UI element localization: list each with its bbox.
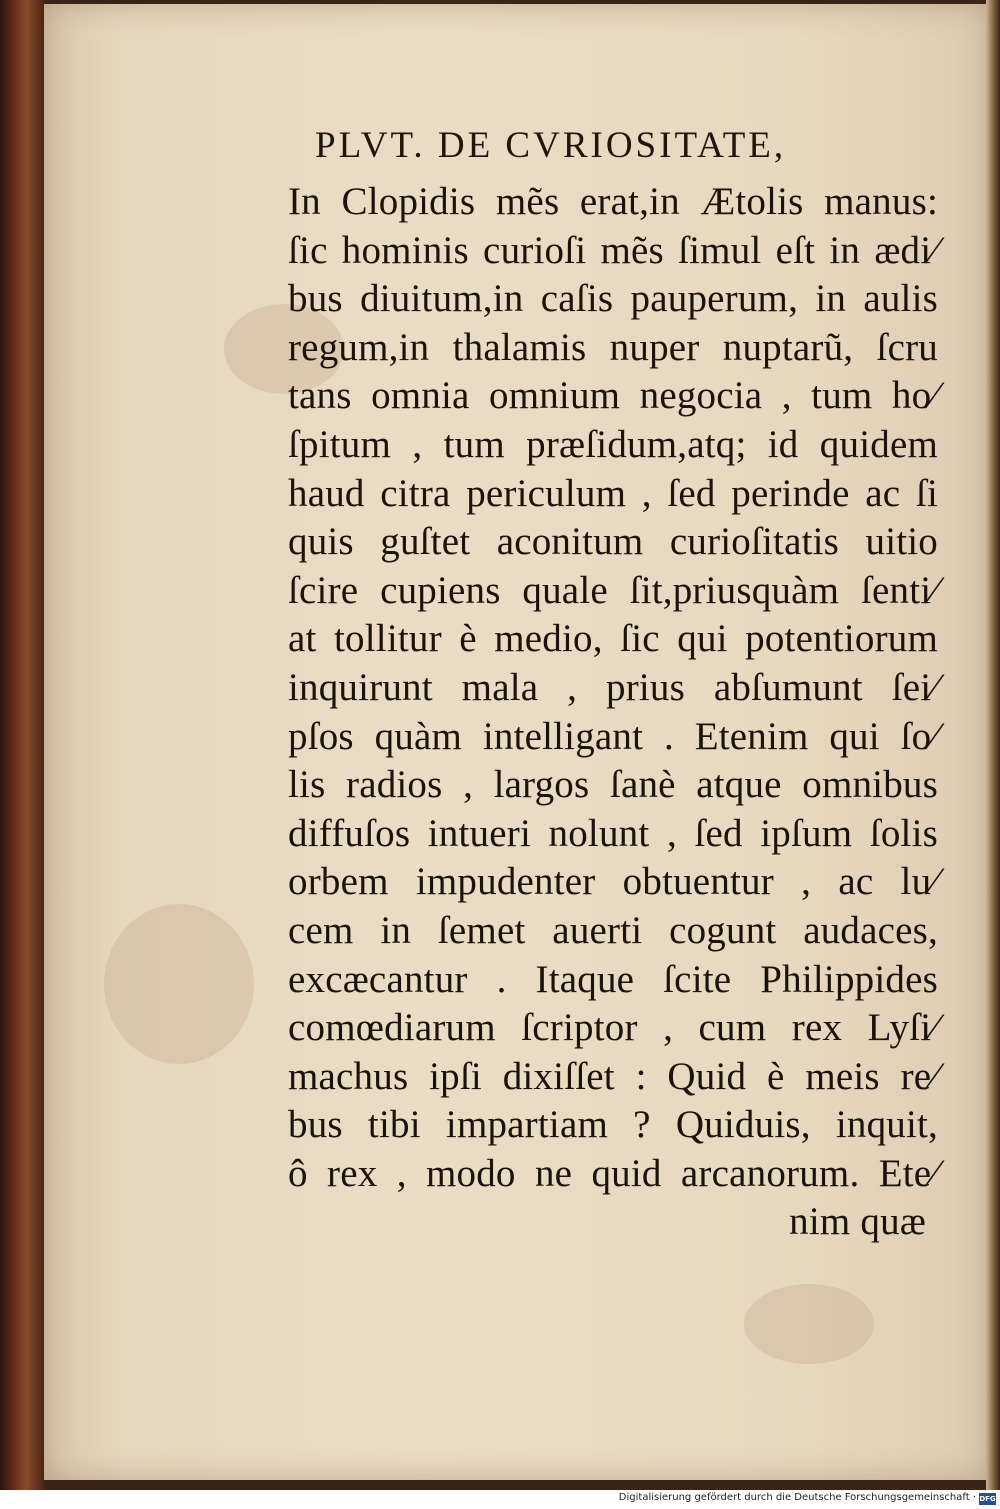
text-line: quis guſtet aconitum curioſitatis uitio — [288, 520, 938, 564]
dfg-logo: DFG — [979, 1495, 996, 1503]
text-line: at tollitur è medio, ſic qui potentiorum — [288, 617, 938, 661]
text-line: ſpitum , tum præſidum,atq; id quidem — [288, 422, 938, 466]
text-line: diffuſos intueri nolunt , ſed ipſum ſolis — [288, 811, 938, 855]
text-line: ſcire cupiens quale ſit,priusquàm ſenti⁄ — [288, 568, 938, 612]
paper-stain — [744, 1284, 874, 1364]
text-line: regum,in thalamis nuper nuptarũ, ſcru — [288, 325, 938, 369]
text-line: In Clopidis mẽs erat,in Ætolis manus: — [288, 180, 938, 223]
text-line: ſic hominis curioſi mẽs ſimul eſt in ædi⁄ — [288, 228, 938, 272]
text-line: machus ipſi dixiſſet : Quid è meis re⁄ — [288, 1054, 938, 1098]
text-line: orbem impudenter obtuentur , ac lu⁄ — [288, 860, 938, 904]
text-line: comœdiarum ſcriptor , cum rex Lyſi⁄ — [288, 1006, 938, 1050]
digitization-credit: Digitalisierung gefördert durch die Deutsche Forschungsgemeinschaft · — [618, 1492, 976, 1503]
body-text — [288, 178, 938, 1247]
running-head: PLVT. DE CVRIOSITATE, — [315, 125, 787, 166]
text-line: pſos quàm intelligant . Etenim qui ſo⁄ — [288, 714, 938, 758]
page-edge — [986, 0, 1000, 1490]
text-line: haud citra periculum , ſed perinde ac ſi — [288, 471, 938, 515]
book-binding — [0, 0, 44, 1490]
text-line: inquirunt mala , prius abſumunt ſei⁄ — [288, 665, 938, 709]
text-line: excæcantur . Itaque ſcite Philippides — [288, 957, 938, 1001]
text-line: tans omnia omnium negocia , tum ho⁄ — [288, 374, 938, 418]
text-line: lis radios , largos ſanè atque omnibus — [288, 763, 938, 807]
text-line: bus diuitum,in caſis pauperum, in aulis — [288, 277, 938, 321]
catchword: nim quæ — [789, 1200, 926, 1244]
text-line: cem in ſemet auerti cogunt audaces, — [288, 908, 938, 952]
text-line: ô rex , modo ne quid arcanorum. Ete⁄ — [288, 1151, 938, 1195]
text-line: bus tibi impartiam ? Quiduis, inquit, — [288, 1103, 938, 1147]
paper-stain — [104, 904, 254, 1064]
